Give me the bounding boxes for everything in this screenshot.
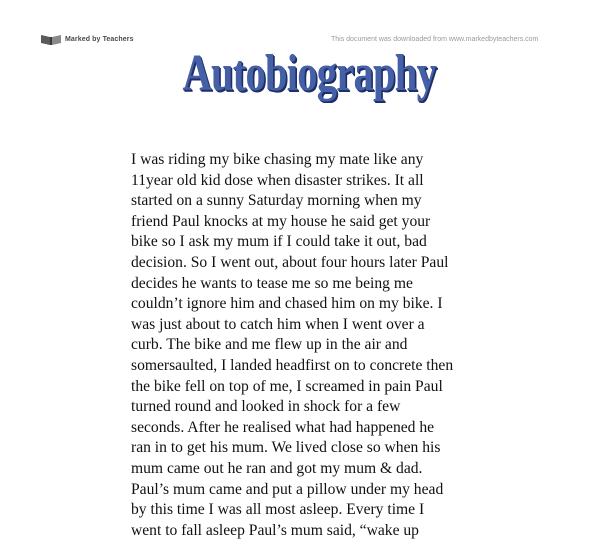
body-line: seconds. After he realised what had happened he xyxy=(131,418,435,436)
body-line: decision. So I went out, about four hours later Paul xyxy=(131,253,449,271)
document-title: Autobiography xyxy=(182,45,437,102)
body-line: ran in to get his mum. We lived close so when his xyxy=(131,439,441,457)
document-body xyxy=(131,150,501,541)
body-line: went to fall asleep Paul’s mum said, “wake up xyxy=(131,521,419,539)
body-line: the bike fell on top of me, I screamed in pain Paul xyxy=(131,377,443,395)
body-line: decides he wants to tease me so me being me xyxy=(131,274,413,292)
body-line: somersaulted, I landed headfirst on to concrete then xyxy=(131,356,454,374)
body-line: 11year old kid dose when disaster strikes. It all xyxy=(131,171,424,189)
page-header xyxy=(0,0,612,50)
body-line: started on a sunny Saturday morning when my xyxy=(131,192,422,210)
book-icon xyxy=(40,33,62,46)
body-line: turned round and looked in shock for a few xyxy=(131,398,401,416)
body-line: curb. The bike and me flew up in the air and xyxy=(131,336,408,354)
body-line: was just about to catch him when I went over a xyxy=(131,315,425,333)
body-line: couldn’t ignore him and chased him on my bike. I xyxy=(131,295,443,313)
body-line: mum came out he ran and got my mum & dad. xyxy=(131,459,423,477)
body-line: friend Paul knocks at my house he said get your xyxy=(131,212,431,230)
body-line: bike so I ask my mum if I could take it out, bad xyxy=(131,233,427,251)
body-line: I was riding my bike chasing my mate like any xyxy=(131,151,424,168)
body-line: by this time I was all most asleep. Every time I xyxy=(131,501,425,519)
source-note: This document was downloaded from www.markedbyteachers.com xyxy=(331,36,539,43)
brand-name: Marked by Teachers xyxy=(65,36,134,43)
body-line: Paul’s mum came and put a pillow under my head xyxy=(131,480,444,498)
